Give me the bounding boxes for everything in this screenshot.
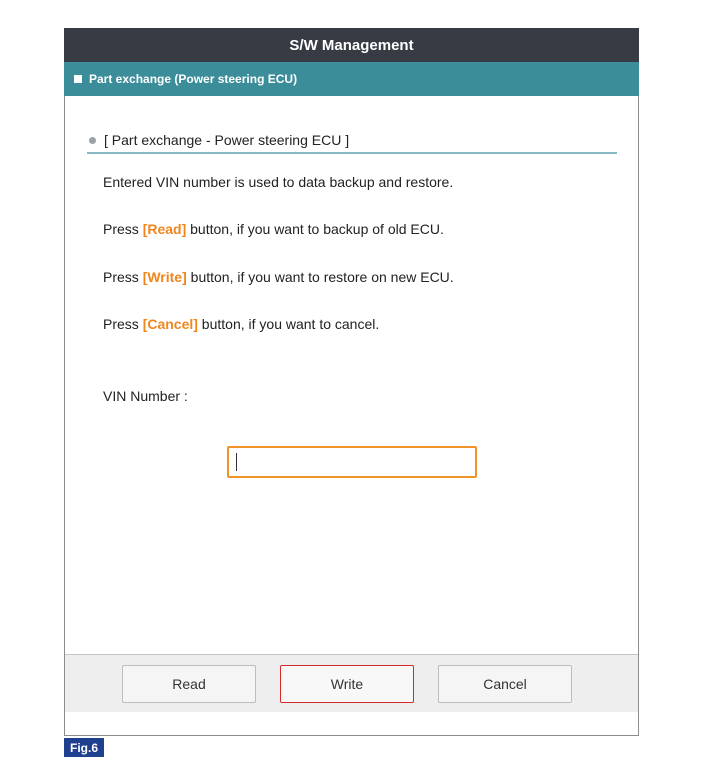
text-cursor [236,453,237,471]
section-heading [87,128,617,154]
instruction-prefix: Press [103,269,143,285]
figure-label: Fig.6 [64,738,104,757]
instruction-line-cancel [103,316,379,332]
square-bullet-icon [74,75,82,83]
button-bar [65,654,638,712]
instruction-prefix: Press [103,316,143,332]
instruction-line-write [103,269,454,285]
circle-bullet-icon [89,137,96,144]
cancel-keyword: [Cancel] [142,316,198,332]
instruction-suffix: button, if you want to cancel. [197,316,380,332]
instruction-line-vin: Entered VIN number is used to data backup and restore. [103,174,454,190]
window-title: S/W Management [64,28,639,62]
instruction-suffix: button, if you want to restore on new ECU. [186,269,454,285]
instruction-prefix: Press [103,221,143,237]
read-button[interactable]: Read [122,665,256,703]
sw-management-window [64,28,639,736]
subtitle-bar [64,62,639,96]
instruction-line-read [103,221,444,237]
subtitle-text: Part exchange (Power steering ECU) [89,72,298,86]
instruction-suffix: button, if you want to backup of old ECU. [186,221,444,237]
vin-number-label: VIN Number : [103,388,188,404]
cancel-button[interactable]: Cancel [438,665,572,703]
read-keyword: [Read] [142,221,187,237]
section-heading-text: [ Part exchange - Power steering ECU ] [104,132,350,148]
content-area [65,96,638,712]
write-keyword: [Write] [142,269,187,285]
write-button[interactable]: Write [280,665,414,703]
vin-number-input[interactable] [227,446,477,478]
